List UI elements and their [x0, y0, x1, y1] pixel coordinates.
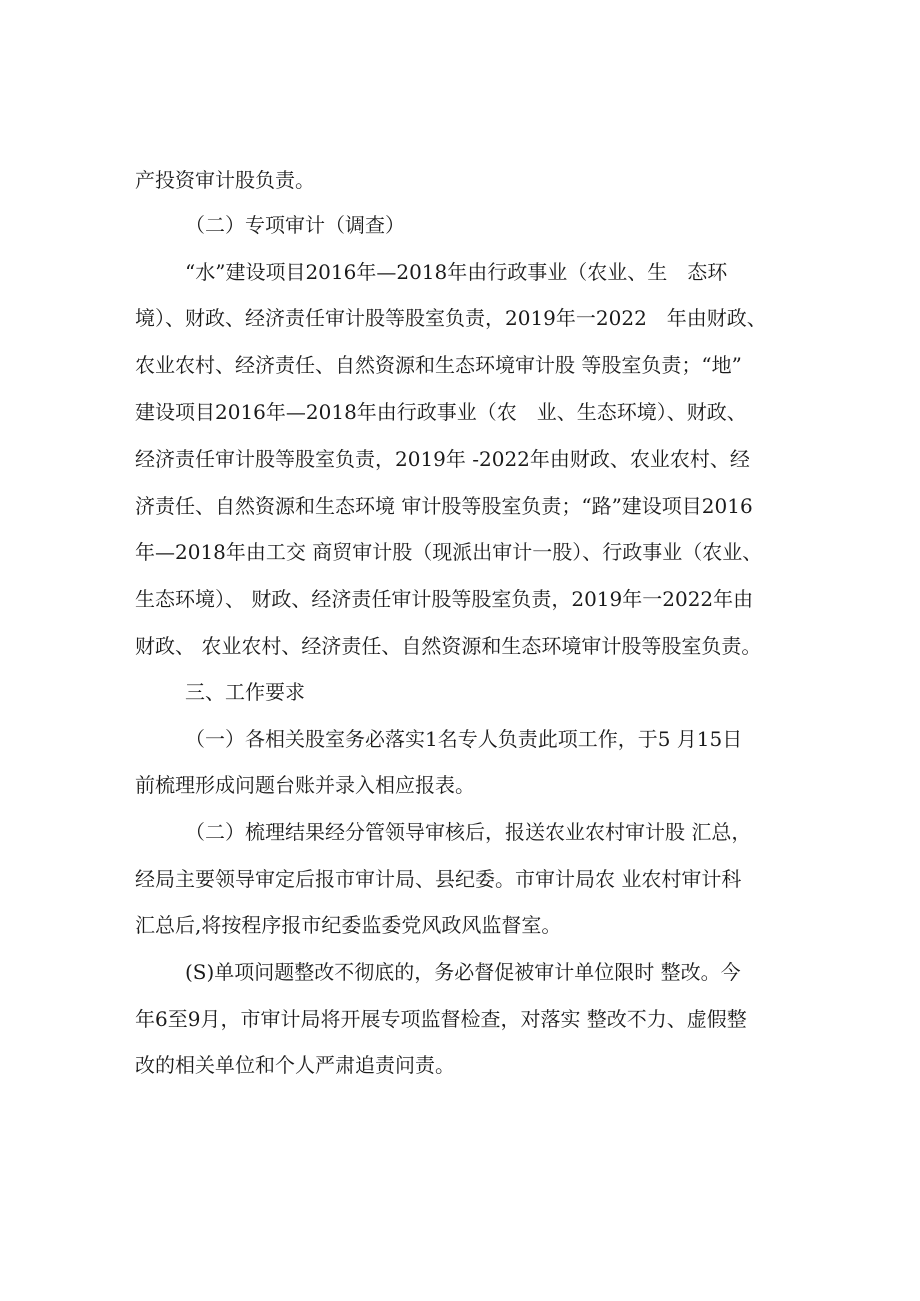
text-line: 建设项目2016年—2018年由行政事业（农 业、生态环境）、财政、 — [135, 400, 747, 424]
text-line: 产投资审计股负责。 — [135, 168, 315, 192]
text-line: 年—2018年由工交 商贸审计股（现派出审计一股）、行政事业（农业、 — [135, 540, 763, 564]
text-line: 经局主要领导审定后报市审计局、县纪委。市审计局农 业农村审计科 — [135, 867, 742, 891]
text-line: 年6至9月，市审计局将开展专项监督检查，对落实 整改不力、虚假整 — [135, 1007, 747, 1031]
text-line: 经济责任审计股等股室负责，2019年 -2022年由财政、农业农村、经 — [135, 447, 750, 471]
text-line: 财政、 农业农村、经济责任、自然资源和生态环境审计股等股室负责。 — [135, 634, 762, 658]
text-line: （二）梳理结果经分管领导审核后，报送农业农村审计股 汇总， — [185, 820, 752, 844]
text-line: 改的相关单位和个人严肃追责问责。 — [135, 1053, 455, 1077]
text-line: 境）、财政、经济责任审计股等股室负责，2019年一2022 年由财政、 — [135, 306, 767, 330]
text-line: 济责任、自然资源和生态环境 审计股等股室负责；“路”建设项目2016 — [135, 494, 753, 518]
text-line: 汇总后,将按程序报市纪委监委党风政风监督室。 — [135, 913, 562, 937]
text-line: 农业农村、经济责任、自然资源和生态环境审计股 等股室负责；“地” — [135, 353, 742, 377]
text-line: “水”建设项目2016年—2018年由行政事业（农业、生 态环 — [185, 260, 728, 284]
text-line: 前梳理形成问题台账并录入相应报表。 — [135, 773, 475, 797]
text-line: (S)单项问题整改不彻底的，务必督促被审计单位限时 整改。今 — [185, 960, 741, 984]
text-line: （一）各相关股室务必落实1名专人负责此项工作，于5 月15日 — [185, 727, 743, 751]
section-heading: 三、工作要求 — [185, 680, 305, 704]
text-line: 生态环境）、 财政、经济责任审计股等股室负责，2019年一2022年由 — [135, 587, 754, 611]
section-heading: （二）专项审计（调查） — [185, 213, 405, 237]
